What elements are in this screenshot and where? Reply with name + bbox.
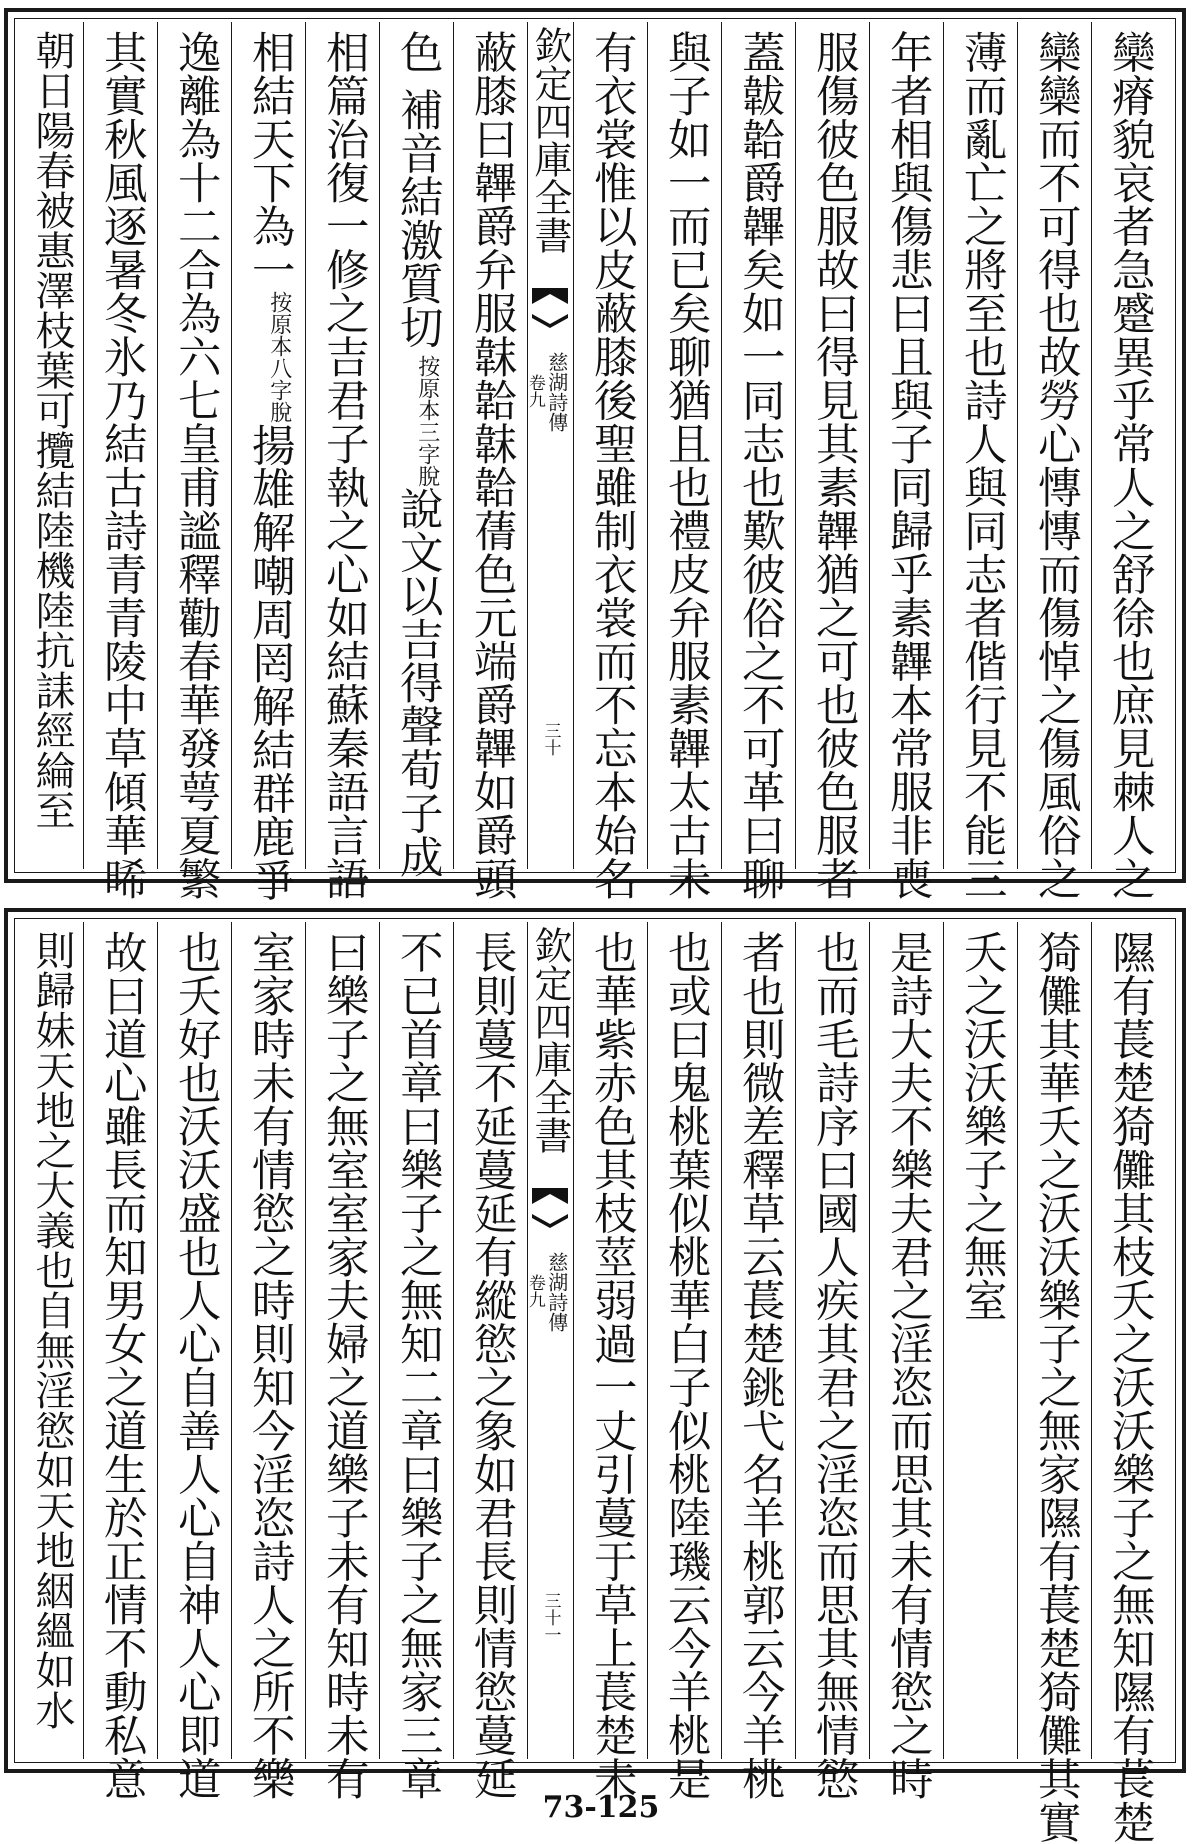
column-text: 色 xyxy=(392,30,443,74)
text-column xyxy=(22,930,82,1751)
column-text: 欒瘠貌哀者急蹙異乎常人之舒徐也庶見棘人之 xyxy=(1104,30,1155,900)
column-rule xyxy=(527,22,528,869)
column-rule xyxy=(721,22,722,869)
column-rule xyxy=(379,22,380,869)
column-text: 則歸妹天地之大義也自無淫慾如天地絪縕如水 xyxy=(29,930,75,1730)
column-text: 其實秋風逐暑冬氷乃結古詩青青陵中草傾華晞 xyxy=(96,30,147,900)
text-column xyxy=(872,930,942,1800)
text-column xyxy=(1020,30,1090,900)
editor-note xyxy=(267,291,291,423)
column-text: 薄而亂亡之將至也詩人與同志者偕行見不能三 xyxy=(956,30,1007,900)
text-column xyxy=(160,30,230,900)
column-text: 不已首章曰樂子之無知二章曰樂子之無家三章 xyxy=(392,930,443,1800)
text-column xyxy=(576,30,646,900)
column-text: 隰有萇楚猗儺其枝夭之沃沃樂子之無知隰有萇楚 xyxy=(1104,930,1155,1844)
column-text: 室家時未有情慾之時則知今淫恣詩人之所不樂 xyxy=(244,930,295,1800)
text-column xyxy=(1094,30,1164,900)
column-text: 猗儺其華夭之沃沃樂子之無家隰有萇楚猗儺其實 xyxy=(1030,930,1081,1844)
column-rule xyxy=(1017,22,1018,869)
text-column xyxy=(872,30,942,900)
fish-tail-mark-icon xyxy=(530,1184,570,1232)
text-column xyxy=(22,30,82,861)
text-column xyxy=(382,930,452,1800)
column-text-with-note xyxy=(392,30,443,878)
column-text: 服傷彼色服故曰得見其素韠猶之可也彼色服者 xyxy=(808,30,859,900)
column-rule xyxy=(231,22,232,869)
note-label: 按原本 xyxy=(414,354,440,421)
column-rule xyxy=(943,922,944,1759)
column-text: 也華紫赤色其枝莖弱過一丈引蔓于草上萇楚未 xyxy=(586,930,637,1800)
text-column xyxy=(308,30,378,900)
fold-title: 欽定四庫全書 xyxy=(528,926,572,1154)
column-rule xyxy=(1091,22,1092,869)
fold-volume: 卷九 xyxy=(524,374,545,408)
column-rule xyxy=(573,922,574,1759)
text-column xyxy=(160,930,230,1800)
text-column xyxy=(1094,930,1164,1844)
column-rule xyxy=(795,22,796,869)
column-text: 有衣裳惟以皮蔽膝後聖雖制衣裳而不忘本始名 xyxy=(586,30,637,900)
column-rule xyxy=(305,922,306,1759)
fold-folio-number: 三十 xyxy=(540,722,561,756)
center-fold xyxy=(524,922,572,1759)
text-column xyxy=(946,30,1016,900)
column-text: 相篇治復一修之吉君子執之心如結蘇秦語言語 xyxy=(318,30,369,900)
column-text: 與子如一而已矣聊猶且也禮皮弁服素韠太古未 xyxy=(660,30,711,900)
column-rule xyxy=(231,922,232,1759)
column-text: 者也則微差釋草云萇楚銚弋名羊桃郭云今羊桃 xyxy=(734,930,785,1800)
column-rule xyxy=(721,922,722,1759)
text-column xyxy=(650,930,720,1800)
rhyme-note: 補音結激質切 xyxy=(392,87,443,349)
fish-tail-mark-icon xyxy=(530,284,570,332)
column-text: 相結天下為一 xyxy=(244,30,295,291)
column-rule xyxy=(573,22,574,869)
column-text: 是詩大夫不樂夫君之淫恣而思其未有情慾之時 xyxy=(882,930,933,1800)
column-text: 蔽膝曰韠爵弁服韎韐韎韐蒨色元端爵韠如爵頭 xyxy=(466,30,517,900)
column-rule xyxy=(869,22,870,869)
column-text: 也而毛詩序曰國人疾其君之淫恣而思其無情慾 xyxy=(808,930,859,1800)
upper-page xyxy=(4,8,1186,902)
text-column xyxy=(86,30,156,900)
column-text: 故曰道心雖長而知男女之道生於正情不動私意 xyxy=(96,930,147,1800)
column-rule xyxy=(943,22,944,869)
column-text: 長則蔓不延蔓延有縱慾之象如君長則情慾蔓延 xyxy=(466,930,517,1800)
column-text: 曰樂子之無室室家夫婦之道樂子未有知時未有 xyxy=(318,930,369,1800)
column-text: 朝日陽春被惠澤枝葉可攬結陸機陸抗誄經綸至 xyxy=(29,30,75,830)
column-rule xyxy=(1017,922,1018,1759)
column-text: 揚雄解嘲周罔解結群鹿爭 xyxy=(244,423,295,902)
fold-title: 欽定四庫全書 xyxy=(528,26,572,254)
column-rule xyxy=(379,922,380,1759)
text-column xyxy=(456,30,526,900)
fold-volume: 卷九 xyxy=(524,1274,545,1308)
column-rule xyxy=(527,922,528,1759)
editor-note xyxy=(415,355,439,487)
text-column xyxy=(724,30,794,900)
column-rule xyxy=(453,22,454,869)
text-column xyxy=(1020,930,1090,1844)
note-body: 八字脫 xyxy=(266,357,292,423)
text-column xyxy=(382,30,452,878)
column-text: 也或曰鬼桃葉似桃華白子似桃陸璣云今羊桃是 xyxy=(660,930,711,1800)
text-column xyxy=(456,930,526,1800)
column-rule xyxy=(83,922,84,1759)
text-column xyxy=(650,30,720,900)
fold-folio-number: 三十一 xyxy=(540,1592,561,1643)
column-text-with-note xyxy=(244,30,295,902)
column-rule xyxy=(1091,922,1092,1759)
text-column xyxy=(234,930,304,1800)
column-rule xyxy=(83,22,84,869)
text-column xyxy=(946,930,1016,1751)
note-label: 按原本 xyxy=(266,291,292,357)
column-rule xyxy=(869,922,870,1759)
note-body: 三字脫 xyxy=(414,420,440,487)
fold-book-title: 慈湖詩傳 xyxy=(544,1252,569,1332)
column-text: 說文以吉得聲荀子成 xyxy=(392,486,443,878)
column-text: 欒欒而不可得也故勞心慱慱而傷悼之傷風俗之 xyxy=(1030,30,1081,900)
column-text: 也夭好也沃沃盛也人心自善人心自神人心即道 xyxy=(170,930,221,1800)
text-column xyxy=(86,930,156,1800)
text-column xyxy=(576,930,646,1800)
column-text: 年者相與傷悲曰且與子同歸乎素韠本常服非喪 xyxy=(882,30,933,900)
text-column xyxy=(798,30,868,900)
column-rule xyxy=(157,922,158,1759)
column-rule xyxy=(453,922,454,1759)
column-text: 逸離為十二合為六七皇甫謐釋勸春華發萼夏繁 xyxy=(170,30,221,900)
column-rule xyxy=(305,22,306,869)
column-rule xyxy=(647,922,648,1759)
column-rule xyxy=(795,922,796,1759)
text-column xyxy=(724,930,794,1800)
text-column xyxy=(234,30,304,902)
center-fold xyxy=(524,22,572,869)
column-rule xyxy=(647,22,648,869)
fold-book-title: 慈湖詩傳 xyxy=(544,352,569,432)
text-column xyxy=(308,930,378,1800)
column-text: 夭之沃沃樂子之無室 xyxy=(956,930,1007,1322)
text-column xyxy=(798,930,868,1800)
column-rule xyxy=(157,22,158,869)
upper-page-columns xyxy=(18,22,1172,902)
column-text: 蓋韍韐爵韠矣如一同志也歎彼俗之不可革曰聊 xyxy=(734,30,785,900)
page-reference: 73-125 xyxy=(542,1790,660,1825)
